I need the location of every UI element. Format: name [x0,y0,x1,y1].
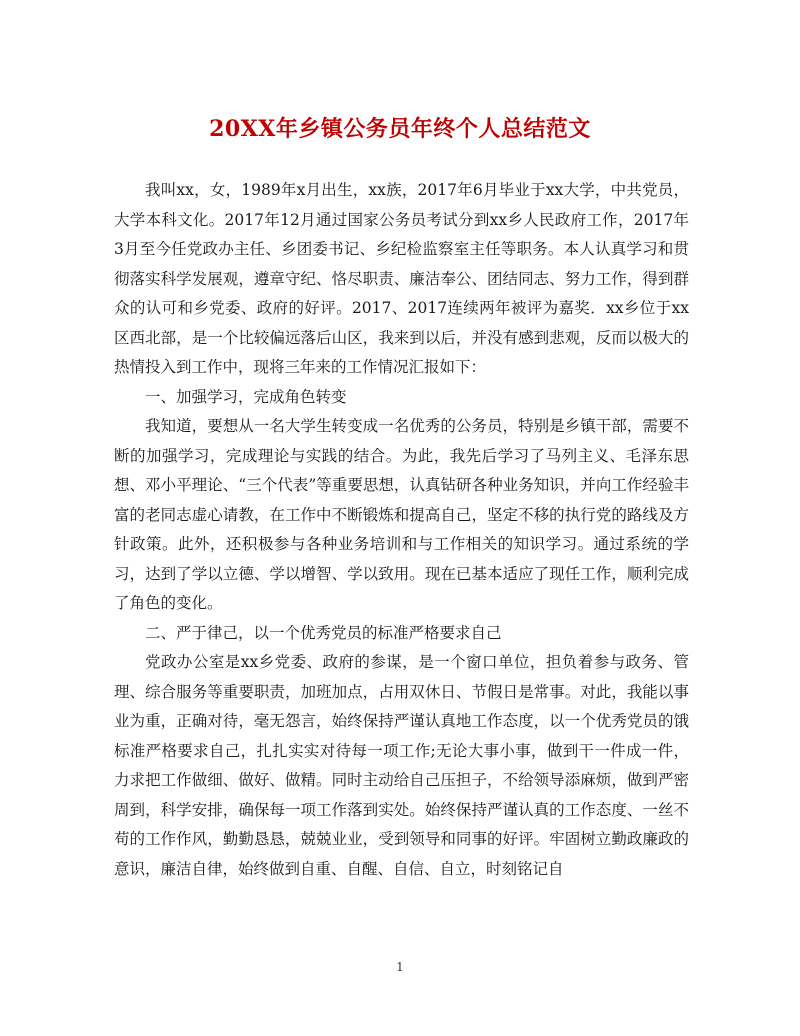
intro-paragraph: 我叫xx，女，1989年x月出生，xx族，2017年6月毕业于xx大学，中共党员，大学本科文化。2017年12月通过国家公务员考试分到xx乡人民政府工作，2017年3月至今任党政办主任、乡团委书记、乡纪检监察室主任等职务。本人认真学习和贯彻落实科学发展观，遵章守纪、恪尽职责、廉洁奉公、团结同志、努力工作，得到群众的认可和乡党委、政府的好评。2017、2017连续两年被评为嘉奖．xx乡位于xx区西北部，是一个比较偏远落后山区，我来到以后，并没有感到悲观，反而以极大的热情投入到工作中，现将三年来的工作情况汇报如下： [114,181,689,376]
section-2-paragraph: 党政办公室是xx乡党委、政府的参谋，是一个窗口单位，担负着参与政务、管理、综合服务等重要职责，加班加点，占用双休日、节假日是常事。对此，我能以事业为重，正确对待，毫无怨言，始终保持严谨认真地工作态度，以一个优秀党员的饿标准严格要求自己，扎扎实实对待每一项工作;无论大事小事，做到干一件成一件，力求把工作做细、做好、做精。同时主动给自己压担子，不给领导添麻烦，做到严密周到，科学安排，确保每一项工作落到实处。始终保持严谨认真的工作态度、一丝不苟的工作作风，勤勤恳恳，兢兢业业，受到领导和同事的好评。牢固树立勤政廉政的意识，廉洁自律，始终做到自重、自醒、自信、自立，时刻铭记自 [114,653,689,878]
section-heading-2: 二、严于律己，以一个优秀党员的标准严格要求自己 [145,623,502,642]
document-body [114,176,689,884]
section-1-paragraph: 我知道，要想从一名大学生转变成一名优秀的公务员，特别是乡镇干部，需要不断的加强学习，完成理论与实践的结合。为此，我先后学习了马列主义、毛泽东思想、邓小平理论、“三个代表”等重要思想，认真钻研各种业务知识，并向工作经验丰富的老同志虚心请教，在工作中不断锻炼和提高自己，坚定不移的执行党的路线及方针政策。此外，还积极参与各种业务培训和与工作相关的知识学习。通过系统的学习，达到了学以立德、学以增智、学以致用。现在已基本适应了现任工作，顺利完成了角色的变化。 [114,417,689,612]
document-title: 20XX年乡镇公务员年终个人总结范文 [209,116,591,142]
page-number: 1 [396,960,404,974]
section-heading-1: 一、加强学习，完成角色转变 [145,387,347,406]
